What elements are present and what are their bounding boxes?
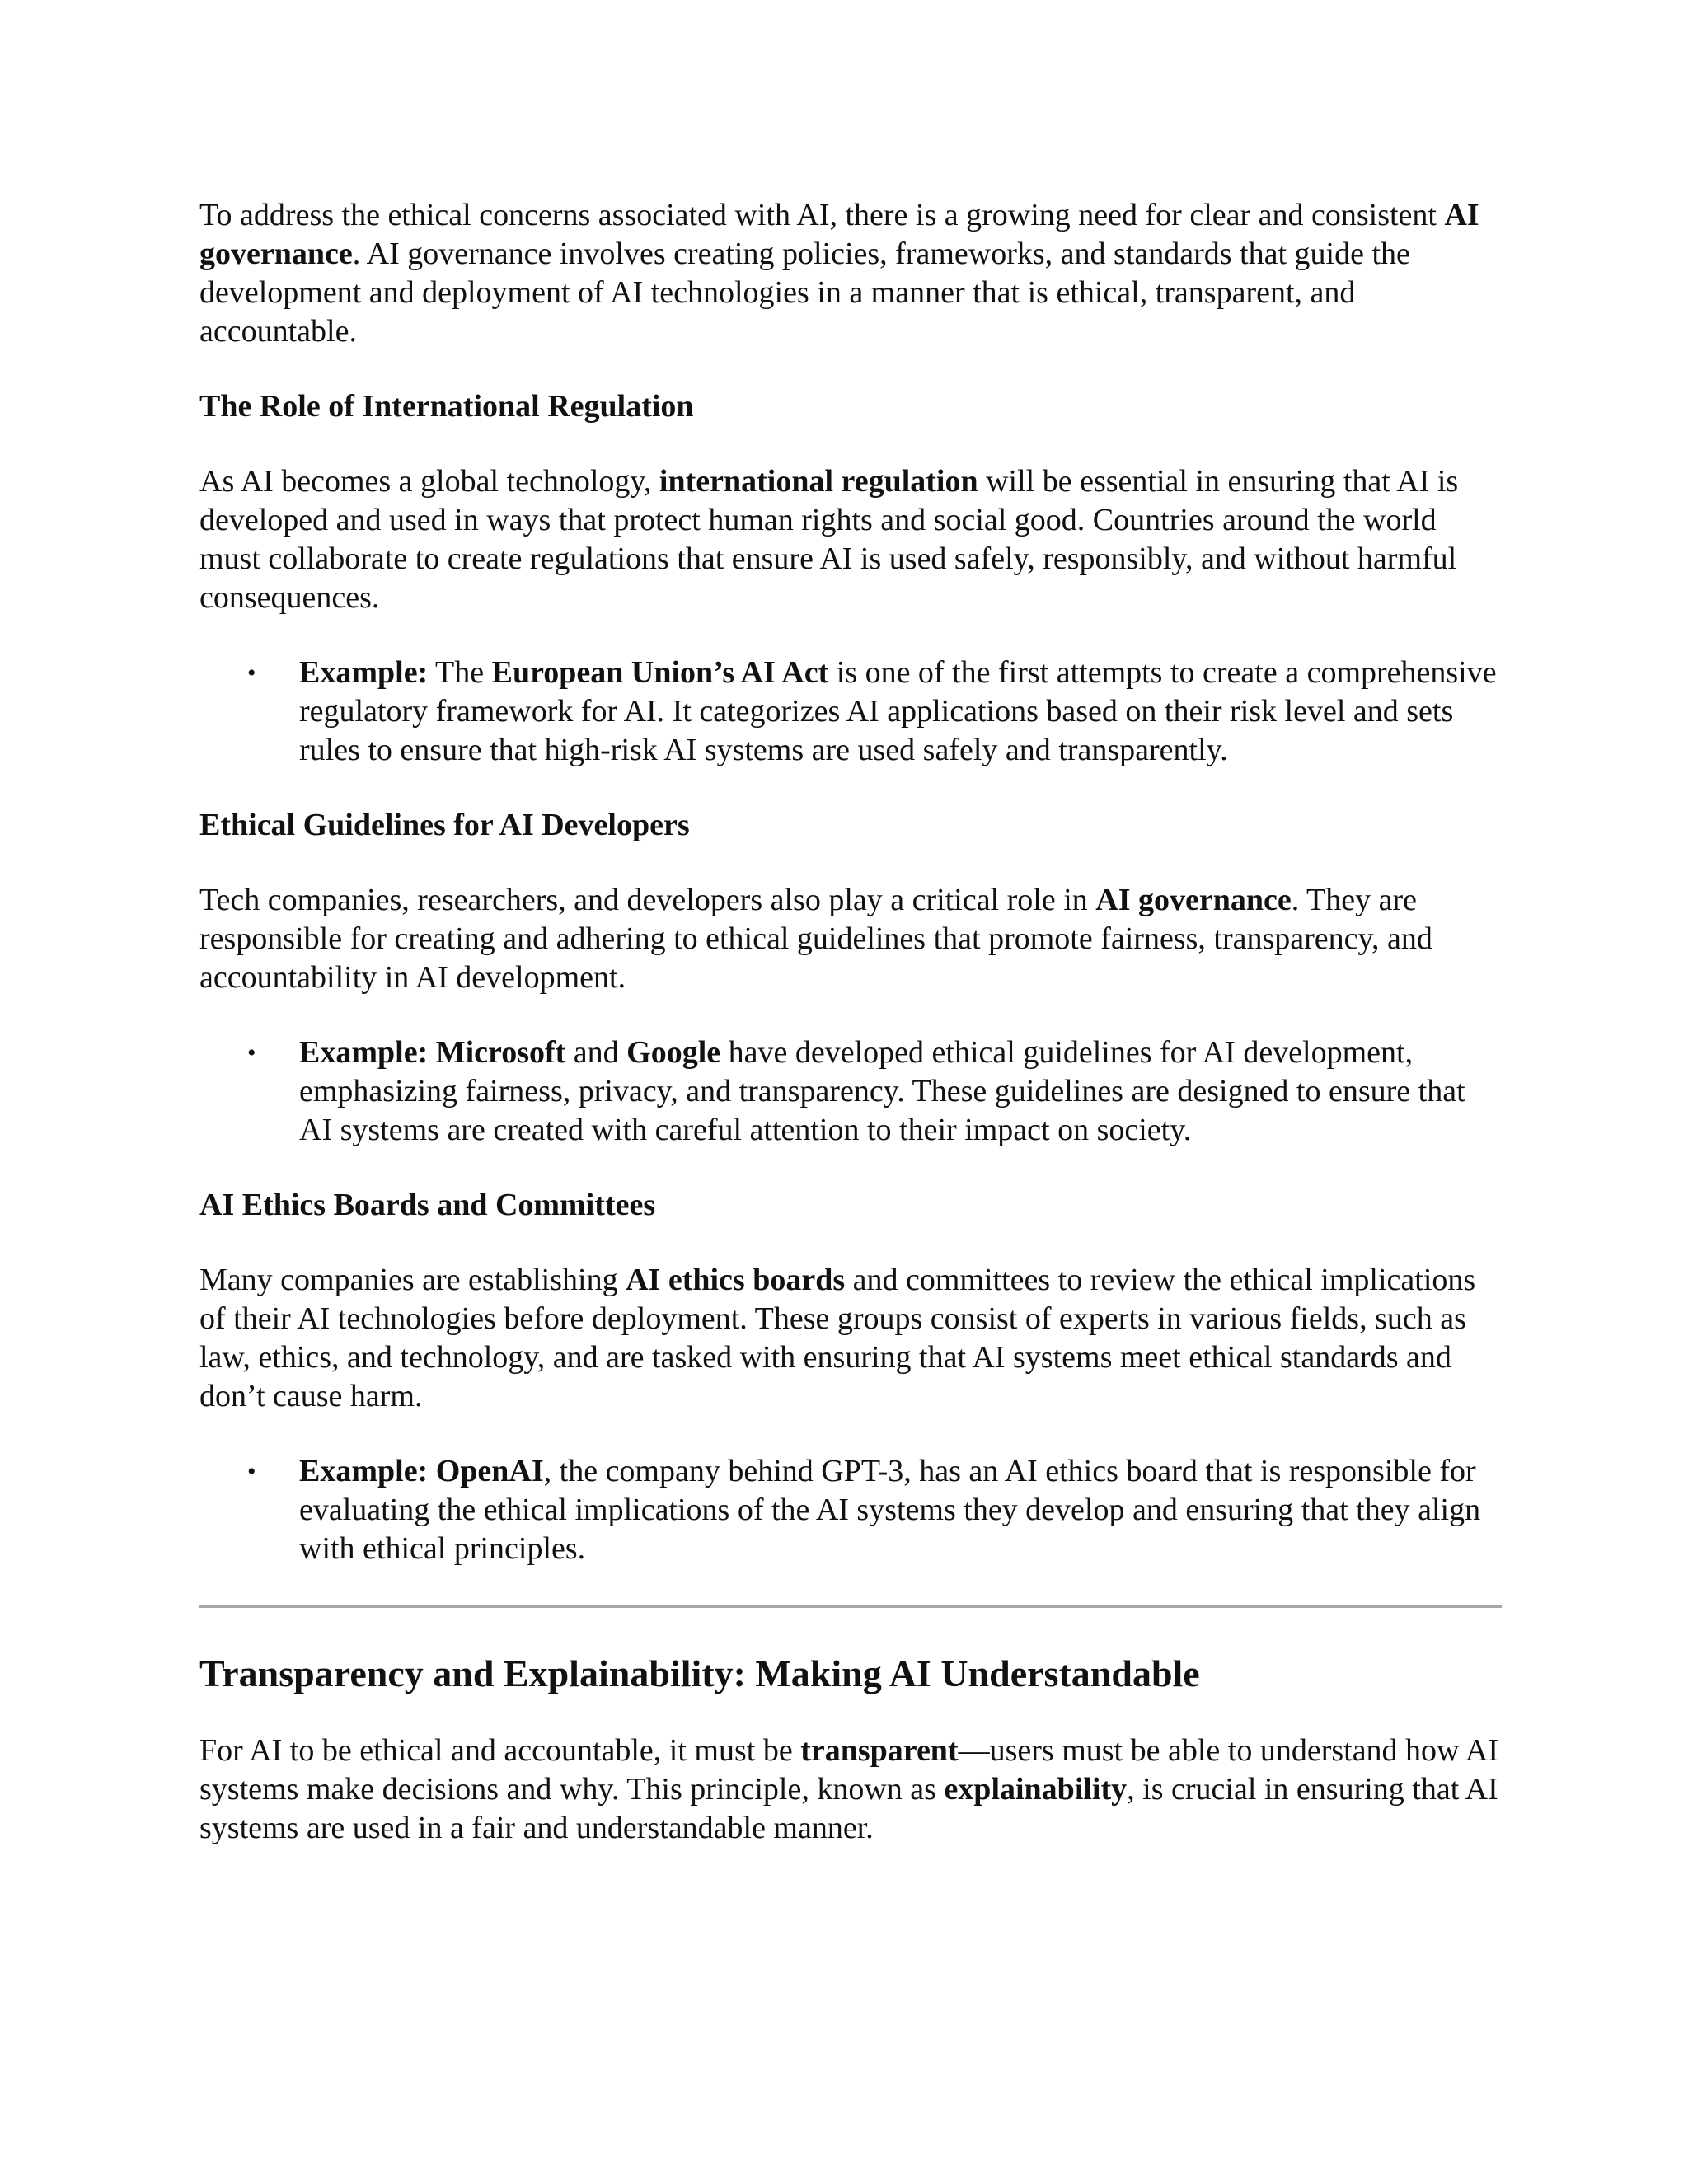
- bullet-icon: •: [247, 659, 256, 687]
- bold-term: explainability: [944, 1772, 1128, 1807]
- text: is one of the first attempts to create a comprehensive regulatory framework for AI. It categorizes AI applications based on their risk level and sets rules to ensure that high-risk AI systems are used safely and transparently.: [299, 655, 1497, 767]
- text: . AI governance involves creating policies, frameworks, and standards that guide the development and deployment of AI technologies in a manner that is ethical, transparent, and accountable.: [199, 237, 1410, 349]
- text: and committees to review the ethical implications of their AI technologies before deployment. These groups consist of experts in various fields, such as law, ethics, and technology, and are tasked with ensuring that AI systems meet ethical standards and don’t cause harm.: [199, 1263, 1476, 1413]
- example-item: [199, 1033, 1502, 1150]
- text: , is crucial in ensuring that AI systems are used in a fair and understandable manner.: [199, 1772, 1498, 1845]
- example-label: Example:: [299, 655, 429, 690]
- bullet-icon: •: [247, 1458, 256, 1485]
- bold-term: AI governance: [199, 198, 1479, 271]
- bullet-icon: •: [247, 1039, 256, 1066]
- section-heading-ethical-guidelines: Ethical Guidelines for AI Developers: [199, 808, 690, 842]
- example-label: Example:: [299, 1454, 429, 1488]
- text: The: [428, 655, 492, 690]
- text: Tech companies, researchers, and developers also play a critical role in: [199, 883, 1096, 917]
- section-heading-transparency: Transparency and Explainability: Making AI Understandable: [199, 1652, 1200, 1694]
- text: and: [565, 1035, 627, 1070]
- example-list-international: [199, 654, 1502, 770]
- intro-paragraph: [199, 196, 1502, 351]
- example-label: Example:: [299, 1035, 429, 1070]
- bold-term: transparent: [800, 1733, 959, 1768]
- bold-term: international regulation: [659, 464, 978, 499]
- bold-term: OpenAI: [435, 1454, 544, 1488]
- text: have developed ethical guidelines for AI development, emphasizing fairness, privacy, and transparency. These guidelines are designed to ensure that AI systems are created with careful attention to their impact on society.: [299, 1035, 1465, 1147]
- text: To address the ethical concerns associated with AI, there is a growing need for clear and consistent: [199, 198, 1445, 232]
- example-list-boards: [199, 1452, 1502, 1568]
- bold-term: AI ethics boards: [626, 1263, 846, 1297]
- ethical-guidelines-paragraph: [199, 881, 1502, 997]
- text: will be essential in ensuring that AI is developed and used in ways that protect human rights and social good. Countries around the world must collaborate to create regulations that ensure AI is used safely, responsibly, and without harmful consequences.: [199, 464, 1459, 615]
- document-page: [199, 196, 1502, 1884]
- horizontal-rule-divider: [199, 1605, 1502, 1608]
- text: —users must be able to understand how AI systems make decisions and why. This principle, known as: [199, 1733, 1498, 1807]
- example-item: [199, 654, 1502, 770]
- example-list-developers: [199, 1033, 1502, 1150]
- example-item: [199, 1452, 1502, 1568]
- text: As AI becomes a global technology,: [199, 464, 659, 499]
- text: For AI to be ethical and accountable, it must be: [199, 1733, 801, 1768]
- bold-term: Google: [626, 1035, 721, 1070]
- text: Many companies are establishing: [199, 1263, 626, 1297]
- bold-term: AI governance: [1095, 883, 1292, 917]
- section-heading-ethics-boards: AI Ethics Boards and Committees: [199, 1188, 656, 1222]
- bold-term: European Union’s AI Act: [491, 655, 829, 690]
- section-heading-international-regulation: The Role of International Regulation: [199, 389, 694, 424]
- international-regulation-paragraph: [199, 462, 1502, 617]
- text: , the company behind GPT-3, has an AI ethics board that is responsible for evaluating the ethical implications of the AI systems they develop and ensuring that they align with ethical principles.: [299, 1454, 1481, 1566]
- text: . They are responsible for creating and adhering to ethical guidelines that promote fairness, transparency, and accountability in AI development.: [199, 883, 1432, 995]
- transparency-paragraph: [199, 1732, 1502, 1848]
- ethics-boards-paragraph: [199, 1261, 1502, 1416]
- bold-term: Microsoft: [435, 1035, 566, 1070]
